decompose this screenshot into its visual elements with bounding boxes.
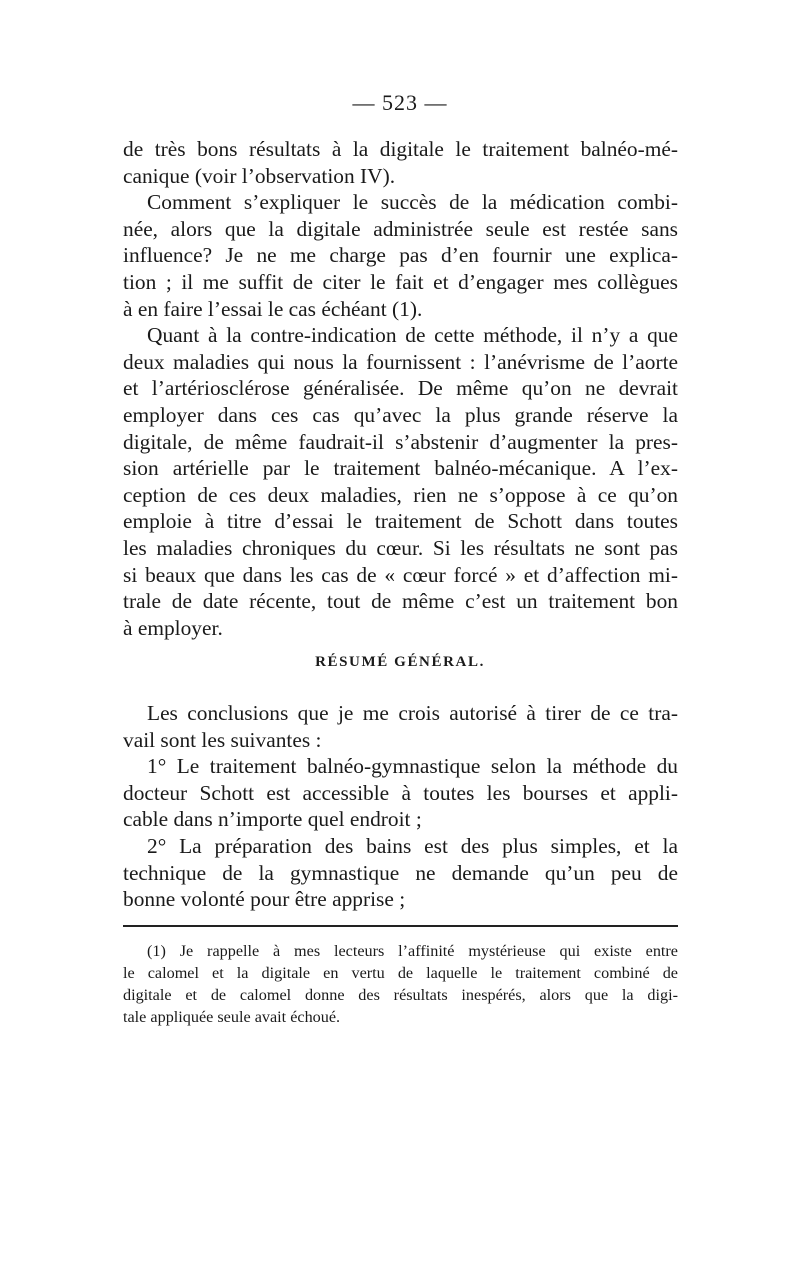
text-line: canique (voir l’observation IV).	[123, 163, 396, 188]
body-section-1	[123, 136, 678, 641]
text-line: 2° La préparation des bains est des plus simples, et la	[147, 833, 678, 858]
page-number: — 523 —	[352, 90, 448, 115]
text-line: à employer.	[123, 615, 223, 640]
text-line: influence? Je ne me charge pas d’en fournir une explica-	[123, 243, 678, 268]
text-line: technique de la gymnastique ne demande qu’un peu de	[123, 860, 678, 885]
footnote-divider	[123, 925, 678, 927]
text-line: docteur Schott est accessible à toutes les bourses et appli-	[123, 780, 678, 805]
text-line: Comment s’expliquer le succès de la médication combi-	[147, 190, 678, 215]
footnote-line: digitale et de calomel donne des résultats inespérés, alors que la digi-	[123, 986, 678, 1004]
footnote-line: le calomel et la digitale en vertu de laquelle le traitement combiné de	[123, 964, 678, 982]
text-line: ception de ces deux maladies, rien ne s’oppose à ce qu’on	[123, 482, 678, 507]
text-line: si beaux que dans les cas de « cœur forcé » et d’affection mi-	[123, 562, 678, 587]
section-heading: RÉSUMÉ GÉNÉRAL.	[315, 654, 485, 670]
footnote-line: tale appliquée seule avait échoué.	[123, 1008, 341, 1026]
text-line: deux maladies qui nous la fournissent : l’anévrisme de l’aorte	[123, 349, 678, 374]
text-line: bonne volonté pour être apprise ;	[123, 887, 406, 912]
text-line: tion ; il me suffit de citer le fait et d’engager mes collègues	[123, 269, 678, 294]
text-line: les maladies chroniques du cœur. Si les résultats ne sont pas	[123, 535, 678, 560]
text-line: Quant à la contre-indication de cette méthode, il n’y a que	[147, 323, 678, 348]
text-line: née, alors que la digitale administrée seule est restée sans	[123, 216, 678, 241]
text-line: 1° Le traitement balnéo-gymnastique selon la méthode du	[147, 754, 678, 779]
text-line: emploie à titre d’essai le traitement de Schott dans toutes	[123, 509, 678, 534]
text-line: et l’artériosclérose généralisée. De même qu’on ne devrait	[123, 376, 678, 401]
text-line: de très bons résultats à la digitale le traitement balnéo-mé-	[123, 137, 678, 161]
text-line: à en faire l’essai le cas échéant (1).	[123, 296, 423, 321]
text-line: sion artérielle par le traitement balnéo-mécanique. A l’ex-	[123, 456, 678, 481]
footnote-line: (1) Je rappelle à mes lecteurs l’affinité mystérieuse qui existe entre	[147, 942, 678, 960]
text-line: Les conclusions que je me crois autorisé à tirer de ce tra-	[147, 701, 678, 725]
text-line: trale de date récente, tout de même c’est un traitement bon	[123, 589, 678, 614]
text-line: vail sont les suivantes :	[123, 727, 322, 752]
body-section-2	[123, 700, 678, 913]
text-line: cable dans n’importe quel endroit ;	[123, 807, 422, 832]
footnote	[123, 940, 678, 1028]
text-line: employer dans ces cas qu’avec la plus grande réserve la	[123, 402, 678, 427]
text-line: digitale, de même faudrait-il s’abstenir d’augmenter la pres-	[123, 429, 678, 454]
